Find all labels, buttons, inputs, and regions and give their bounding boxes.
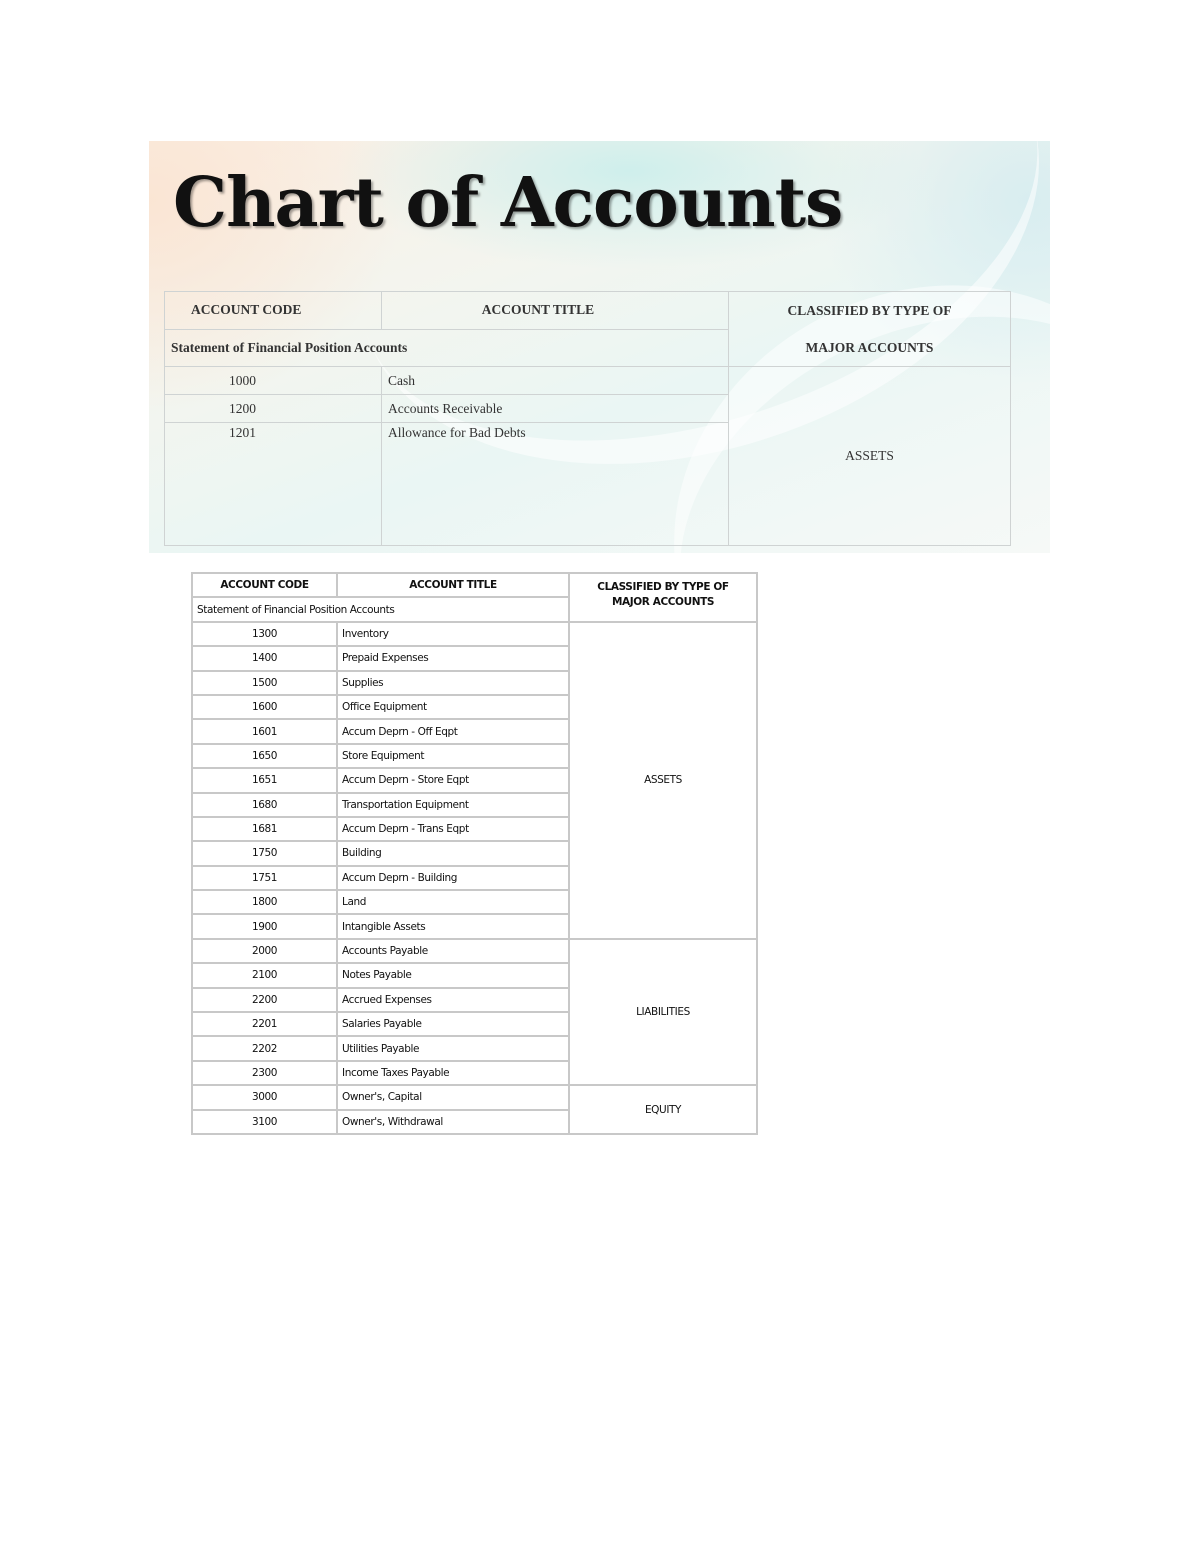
account-code: 1300 bbox=[192, 622, 337, 646]
account-title: Inventory bbox=[337, 622, 569, 646]
account-code: 1680 bbox=[192, 793, 337, 817]
account-code: 1681 bbox=[192, 817, 337, 841]
account-code: 2000 bbox=[192, 939, 337, 963]
header-classification bbox=[729, 292, 1011, 367]
account-code: 1900 bbox=[192, 914, 337, 938]
table-header-row bbox=[165, 292, 1011, 330]
account-code: 1601 bbox=[192, 719, 337, 743]
header-account-code: ACCOUNT CODE bbox=[165, 292, 382, 330]
account-title: Office Equipment bbox=[337, 695, 569, 719]
account-title: Notes Payable bbox=[337, 963, 569, 987]
account-title: Land bbox=[337, 890, 569, 914]
account-code: 3100 bbox=[192, 1110, 337, 1134]
header-classification-line1: CLASSIFIED BY TYPE OF bbox=[787, 303, 952, 318]
header-classification-line1: CLASSIFIED BY TYPE OF bbox=[597, 581, 729, 593]
account-title: Transportation Equipment bbox=[337, 793, 569, 817]
account-code: 1651 bbox=[192, 768, 337, 792]
account-code: 1751 bbox=[192, 866, 337, 890]
account-title: Accounts Payable bbox=[337, 939, 569, 963]
account-code: 1200 bbox=[165, 395, 382, 423]
account-title: Supplies bbox=[337, 671, 569, 695]
account-title: Income Taxes Payable bbox=[337, 1061, 569, 1085]
account-code: 1600 bbox=[192, 695, 337, 719]
classification-cell: ASSETS bbox=[569, 622, 757, 939]
account-title: Accum Deprn - Trans Eqpt bbox=[337, 817, 569, 841]
account-title: Accrued Expenses bbox=[337, 988, 569, 1012]
account-code: 2202 bbox=[192, 1036, 337, 1060]
account-code: 1201 bbox=[165, 423, 382, 546]
account-code: 2201 bbox=[192, 1012, 337, 1036]
account-title: Owner's, Withdrawal bbox=[337, 1110, 569, 1134]
account-title: Owner's, Capital bbox=[337, 1085, 569, 1109]
section-label: Statement of Financial Position Accounts bbox=[165, 329, 729, 367]
account-code: 1750 bbox=[192, 841, 337, 865]
chart-of-accounts-slide bbox=[149, 141, 1050, 553]
classification-cell: EQUITY bbox=[569, 1085, 757, 1134]
account-code: 1650 bbox=[192, 744, 337, 768]
account-code: 2200 bbox=[192, 988, 337, 1012]
account-title: Accum Deprn - Building bbox=[337, 866, 569, 890]
account-code: 1800 bbox=[192, 890, 337, 914]
header-classification bbox=[569, 573, 757, 622]
account-title: Store Equipment bbox=[337, 744, 569, 768]
account-title: Prepaid Expenses bbox=[337, 646, 569, 670]
account-title: Accum Deprn - Off Eqpt bbox=[337, 719, 569, 743]
account-code: 2100 bbox=[192, 963, 337, 987]
account-code: 3000 bbox=[192, 1085, 337, 1109]
classification-cell: LIABILITIES bbox=[569, 939, 757, 1085]
account-title: Intangible Assets bbox=[337, 914, 569, 938]
header-classification-line2: MAJOR ACCOUNTS bbox=[805, 340, 934, 355]
account-title: Accounts Receivable bbox=[382, 395, 729, 423]
header-account-code: ACCOUNT CODE bbox=[192, 573, 337, 597]
account-code: 2300 bbox=[192, 1061, 337, 1085]
header-account-title: ACCOUNT TITLE bbox=[382, 292, 729, 330]
table-row bbox=[192, 939, 757, 963]
slide-title: Chart of Accounts bbox=[173, 163, 843, 243]
table-row bbox=[165, 367, 1011, 395]
account-title: Allowance for Bad Debts bbox=[382, 423, 729, 546]
account-title: Building bbox=[337, 841, 569, 865]
classification-cell: ASSETS bbox=[729, 367, 1011, 546]
account-code: 1000 bbox=[165, 367, 382, 395]
table-row bbox=[192, 1085, 757, 1109]
header-classification-line2: MAJOR ACCOUNTS bbox=[611, 596, 715, 608]
accounts-table bbox=[191, 572, 758, 1135]
table-header-row bbox=[192, 573, 757, 597]
header-account-title: ACCOUNT TITLE bbox=[337, 573, 569, 597]
account-code: 1400 bbox=[192, 646, 337, 670]
account-title: Salaries Payable bbox=[337, 1012, 569, 1036]
account-code: 1500 bbox=[192, 671, 337, 695]
section-label: Statement of Financial Position Accounts bbox=[192, 597, 569, 621]
account-title: Utilities Payable bbox=[337, 1036, 569, 1060]
account-title: Accum Deprn - Store Eqpt bbox=[337, 768, 569, 792]
slide-accounts-table bbox=[164, 291, 1011, 546]
account-title: Cash bbox=[382, 367, 729, 395]
table-row bbox=[192, 622, 757, 646]
